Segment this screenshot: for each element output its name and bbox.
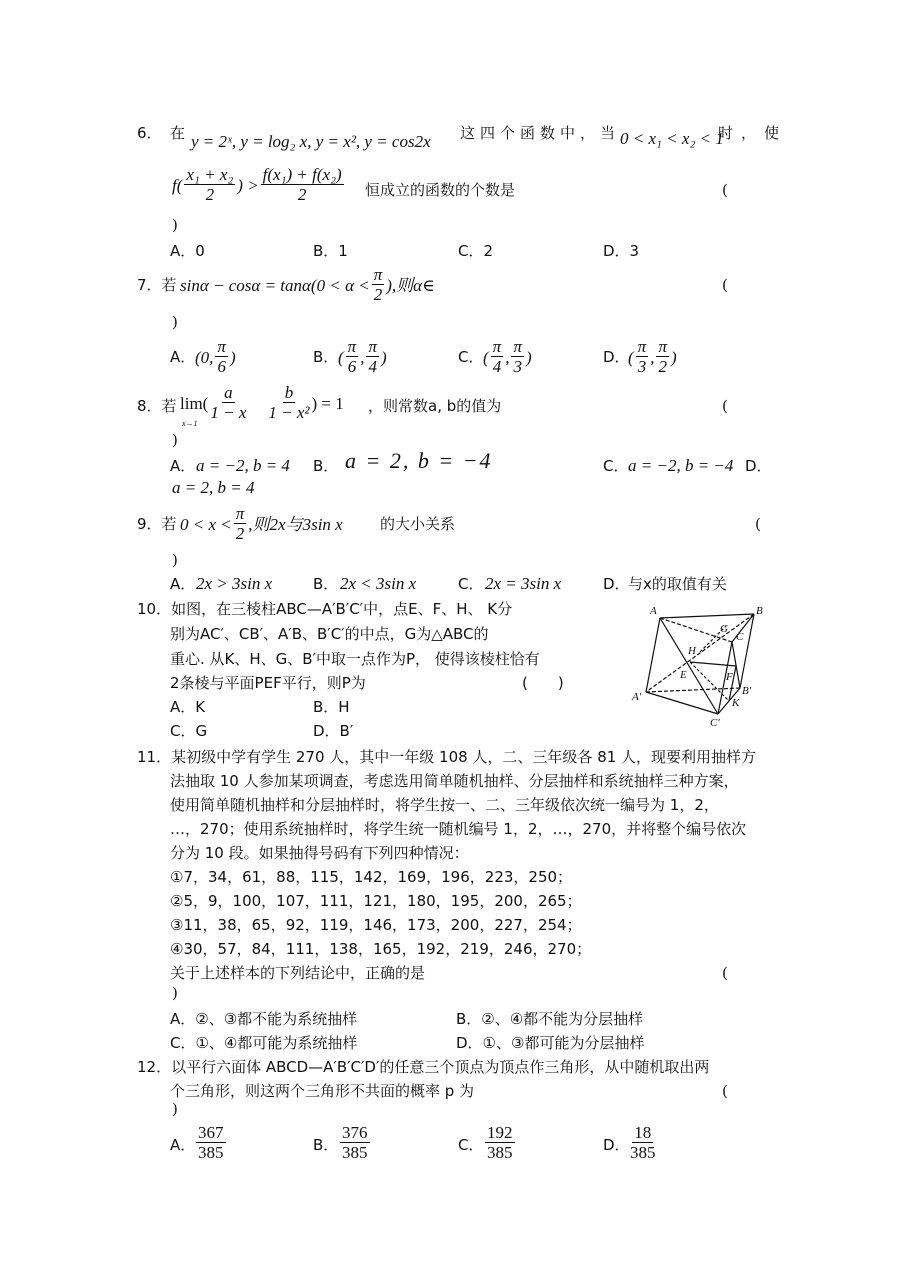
q12-paren-close: ) [172,1100,178,1118]
q7-number: 7．若 [137,276,177,294]
q8-number: 8．若 [137,397,177,415]
q10-paren: ( ) [522,674,564,692]
q8-lim-subscript: x→1 [182,418,198,428]
label-G: G [720,623,728,635]
q9-condition [180,505,343,544]
q6-inequality [172,166,346,205]
q8-paren-open: ( [722,397,728,415]
q7-label-d: D． [603,348,630,366]
q8-eq: ) = 1 [311,393,344,413]
q11-question: 关于上述样本的下列结论中，正确的是 [170,964,426,982]
q6-lhs-numerator: x₁ + x₂ [186,165,234,184]
label-C-prime: C′ [710,717,720,729]
q7-end: ),则α∈ [386,275,435,295]
q11-option-c: C．①、④都可能为系统抽样 [170,1034,358,1052]
q7-b-den2: 4 [368,357,377,376]
q6-paren-close: ) [172,216,178,234]
q6-mid: 这四个函数中，当 [460,124,621,142]
q6-gt: ) > [237,175,259,195]
label-B-prime: B′ [742,685,752,697]
q9-option-a: 2x > 3sin x [196,574,273,593]
q11-line-4: …，270；使用系统抽样时，将学生统一随机编号 1，2，…，270，并将整个编号依次 [170,820,747,838]
q7-c-comma: , [505,347,510,367]
q8-end: ，则常数a, b的值为 [368,397,502,415]
q10-option-c: C．G [170,722,208,740]
q12-d-den: 385 [630,1143,656,1162]
q6-option-a: A．0 [170,242,205,260]
q6-stem-end: 恒成立的函数的个数是 [365,181,516,199]
q7-c-frac2 [511,338,524,377]
q6-rhs-numerator: f(x₁) + f(x₂) [262,165,342,184]
label-A-prime: A′ [632,691,642,703]
q11-sample-1: ①7，34，61，88，115，142，169，196，223，250； [170,868,573,886]
q7-d-comma: , [650,347,655,367]
q10-line-3: 重心. 从K、H、G、B′中取一点作为P， 使得该棱柱恰有 [170,650,540,668]
q9-option-b: 2x < 3sin x [340,574,417,593]
label-H: H [688,645,696,657]
q8-option-b: a = 2, b = −4 [345,448,493,473]
q7-b-num2: π [368,337,377,356]
q7-c-num2: π [513,337,522,356]
q6-lead: 在 [170,124,186,142]
label-K: K [732,697,740,709]
q9-two: 2 [235,524,245,543]
q10-line-1: 10．如图，在三棱柱ABC—A′B′C′中，点E、F、H、 K分 [137,600,513,618]
q6-option-c: C．2 [458,242,494,260]
q12-c-num: 192 [487,1123,513,1142]
q12-a-num: 367 [198,1123,224,1142]
q9-cond: 0 < x < [180,514,232,534]
q7-equation [180,266,435,305]
q7-paren-close: ) [172,313,178,331]
q6-tail: 时，使 [718,124,788,142]
q7-d-post: ) [670,347,677,367]
q12-option-d [630,1124,656,1163]
edge-AB [660,614,754,618]
q7-two: 2 [373,285,383,304]
prism-figure [628,602,770,730]
q7-d-frac2 [656,338,669,377]
q12-b-den: 385 [342,1143,368,1162]
q11-line-1: 11．某初级中学有学生 270 人，其中一年级 108 人，二、三年级各 81 人，现要利用抽样方 [137,748,757,766]
q7-option-c [483,338,532,377]
q9-option-c: 2x = 3sin x [485,574,562,593]
q7-a-frac [215,338,228,377]
q7-b-den1: 6 [347,357,357,376]
q7-d-den1: 3 [637,357,647,376]
q12-d-num: 18 [634,1123,652,1142]
q8-label-b: B． [313,457,339,475]
q7-label-c: C． [458,348,484,366]
q7-b-pre: ( [338,347,344,367]
lateral-AA [646,618,660,692]
q7-a-pre: (0, [195,347,214,367]
q8-a-num: a [224,383,233,402]
q7-c-pre: ( [483,347,489,367]
q7-option-b [338,338,387,377]
q12-option-b [340,1124,370,1163]
q7-d-frac1 [636,338,649,377]
q7-b-frac1 [346,338,359,377]
q7-c-den2: 3 [513,357,522,376]
q7-b-comma: , [360,347,365,367]
q10-line-2: 别为AC′、CB′、A′B、B′C′的中点，G为△ABC的 [170,625,489,643]
q7-c-den1: 4 [492,357,502,376]
q12-paren-open: ( [722,1082,728,1100]
label-A: A [650,605,657,617]
q12-line-1: 12．以平行六面体 ABCD—A′B′C′D′的任意三个顶点为顶点作三角形，从中随机取出两 [137,1058,710,1076]
q7-a-post: ) [229,347,236,367]
q11-option-a: A．②、③都不能为系统抽样 [170,1010,358,1028]
q8-b-fraction [268,384,309,423]
q11-sample-3: ③11，38，65，92，119，146，173，200，227，254； [170,916,582,934]
q12-c-den: 385 [487,1143,513,1162]
q8-paren-close: ) [172,431,178,449]
q11-option-d: D．①、③都可能为分层抽样 [456,1034,645,1052]
q9-label-d: D． [603,575,630,593]
diag-BA-prime [646,614,754,692]
q11-sample-2: ②5，9，100，107，111，121，180，195，200，265； [170,892,582,910]
q7-paren-open: ( [722,276,728,294]
q8-label-c: C． [603,457,629,475]
q7-b-post: ) [380,347,387,367]
q6-rhs-denominator: 2 [297,185,307,204]
q8-option-d: a = 2, b = 4 [172,478,255,497]
q12-label-a: A． [170,1136,196,1154]
q9-end: 的大小关系 [380,515,456,533]
q7-option-a [195,338,236,377]
q9-label-c: C． [458,575,484,593]
q11-line-2: 法抽取 10 人参加某项调查，考虑选用简单随机抽样、分层抽样和系统抽样三种方案， [170,772,739,790]
q8-label-a: A． [170,457,196,475]
q6-functions: y = 2ˣ, y = log₂ x, y = x², y = cos2x [191,132,431,151]
q6-f: f( [172,175,183,195]
q7-c-num1: π [492,337,502,356]
q10-option-a: A．K [170,698,206,716]
q8-limit-expression [180,383,344,428]
q9-pi: π [235,504,245,523]
q12-option-c [485,1124,515,1163]
q8-lim-text: lim( [180,393,209,413]
q9-mid: ,则2x与3sin x [248,514,343,534]
q7-pi: π [373,265,383,284]
q6-condition: 0 < x₁ < x₂ < 1 [620,129,724,148]
q9-paren-close: ) [172,551,178,569]
segment-EF [690,662,736,666]
q10-line-4: 2条棱与平面PEF平行，则P为 [170,674,366,692]
q7-d-pre: ( [628,347,634,367]
q8-a-fraction [210,384,246,423]
q7-d-num1: π [637,337,647,356]
q7-a-den: 6 [217,357,226,376]
q12-line-2: 个三角形，则这两个三角形不共面的概率 p 为 [170,1082,475,1100]
q12-b-num: 376 [342,1123,368,1142]
label-C: C [736,631,744,643]
q9-number: 9．若 [137,515,177,533]
q11-option-b: B．②、④都不能为分层抽样 [456,1010,644,1028]
lateral-BB [740,614,754,688]
q6-lhs-denominator: 2 [205,185,215,204]
q11-line-3: 使用简单随机抽样和分层抽样时，将学生按一、二、三年级依次统一编号为 1，2， [170,796,719,814]
q12-a-den: 385 [198,1143,224,1162]
q7-c-frac1 [491,338,504,377]
q6-paren-open: ( [722,181,728,199]
q8-option-c: a = −2, b = −4 [628,456,734,475]
edge-AB-prime [646,688,740,692]
q10-option-d: D．B′ [313,722,354,740]
q7-c-post: ) [525,347,532,367]
q11-paren-open: ( [722,964,728,982]
q8-lim [180,393,209,428]
q7-d-den2: 2 [658,357,667,376]
q10-option-b: B．H [313,698,350,716]
segment-EK [690,662,729,701]
label-F: F [726,671,733,683]
q12-label-c: C． [458,1136,484,1154]
q6-rhs-fraction [261,166,344,205]
q9-pi-over-2 [234,505,247,544]
q8-option-a: a = −2, b = 4 [196,456,290,475]
q6-number: 6． [137,124,162,142]
q11-line-5: 分为 10 段。如果抽得号码有下列四种情况： [170,844,469,862]
q11-paren-close: ) [172,984,178,1002]
label-B: B [756,605,763,617]
q6-lhs-fraction [184,166,235,205]
q7-expr: sinα − cosα = tanα(0 < α < [180,275,370,295]
q7-label-a: A． [170,348,196,366]
q9-paren-open: ( [755,515,761,533]
q12-option-a [196,1124,226,1163]
q12-label-b: B． [313,1136,339,1154]
q9-label-a: A． [170,575,196,593]
q7-option-d [628,338,677,377]
q6-option-d: D．3 [603,242,640,260]
q7-b-frac2 [366,338,379,377]
q7-label-b: B． [313,348,339,366]
q6-option-b: B．1 [313,242,348,260]
q11-sample-4: ④30，57，84，111，138，165，192，219，246，270； [170,940,592,958]
label-E: E [680,669,687,681]
q7-pi-over-2 [372,266,385,305]
q7-b-num1: π [347,337,357,356]
q8-b-num: b [284,383,294,402]
q8-a-den: 1 − x [210,403,247,422]
q12-label-d: D． [603,1136,630,1154]
diag-AC-prime [660,618,718,714]
q7-a-num: π [217,337,226,356]
q7-d-num2: π [658,337,667,356]
q8-b-den: 1 − x² [268,403,310,422]
q8-label-d: D． [745,457,772,475]
q9-label-b: B． [313,575,339,593]
q9-option-d: 与x的取值有关 [628,575,727,593]
